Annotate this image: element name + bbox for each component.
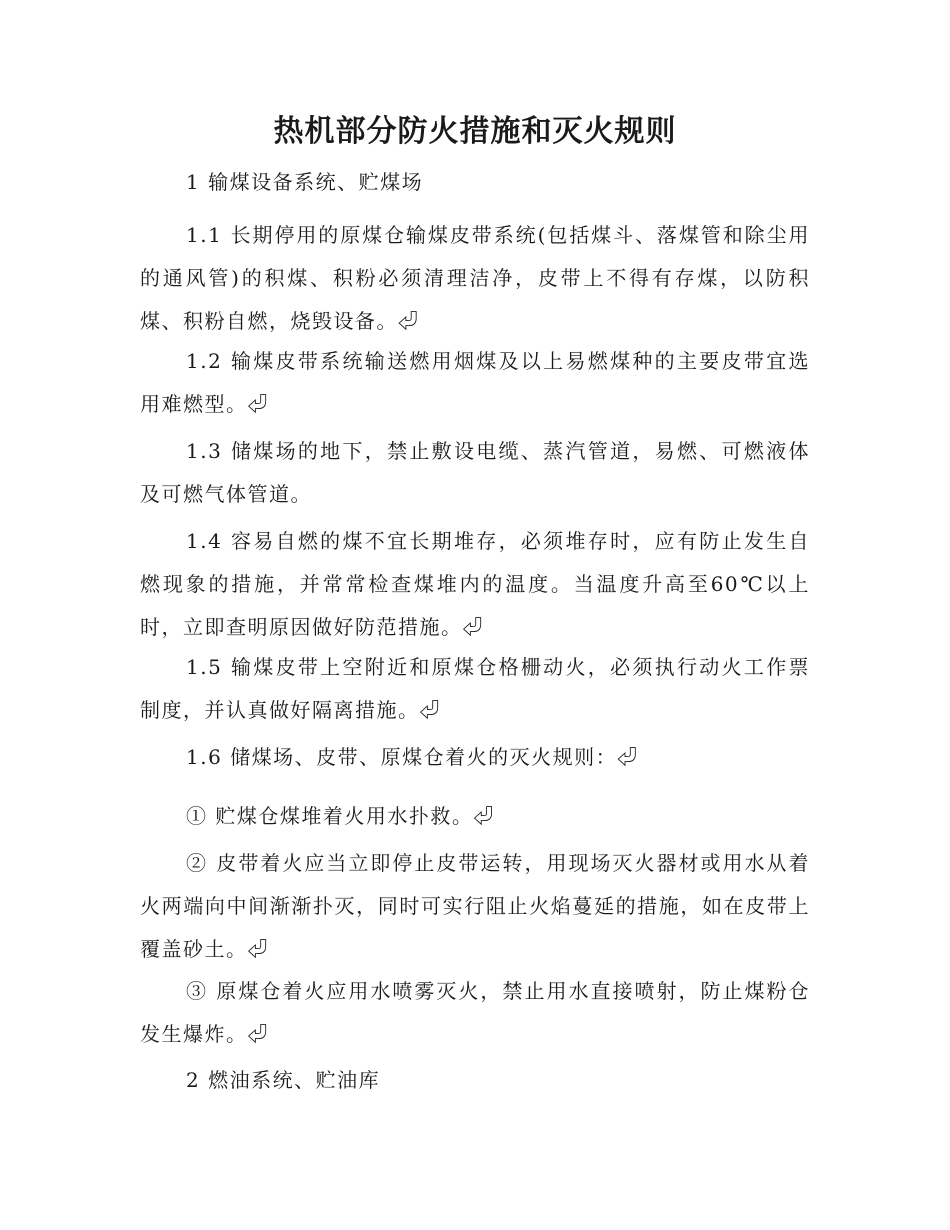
list-item: ③ 原煤仓着火应用水喷雾灭火，禁止用水直接喷射，防止煤粉仓发生爆炸。⏎ (140, 979, 810, 1046)
list-item: ② 皮带着火应当立即停止皮带运转，用现场灭火器材或用水从着火两端向中间渐渐扑灭，同时可实行阻止火焰蔓延的措施，如在皮带上覆盖砂土。⏎ (140, 851, 810, 961)
list-item: ① 贮煤仓煤堆着火用水扑救。⏎ (186, 804, 495, 828)
paragraph: 1.1 长期停用的原煤仓输煤皮带系统(包括煤斗、落煤管和除尘用的通风管)的积煤、积粉必须清理洁净，皮带上不得有存煤，以防积煤、积粉自燃，烧毁设备。⏎ (140, 223, 810, 333)
paragraph: 1.2 输煤皮带系统输送燃用烟煤及以上易燃煤种的主要皮带宜选用难燃型。⏎ (140, 349, 810, 416)
paragraph: 1.3 储煤场的地下，禁止敷设电缆、蒸汽管道，易燃、可燃液体及可燃气体管道。 (140, 439, 810, 506)
section-heading: 2 燃油系统、贮油库 (186, 1068, 381, 1092)
paragraph: 1.5 输煤皮带上空附近和原煤仓格栅动火，必须执行动火工作票制度，并认真做好隔离措施。⏎ (140, 655, 810, 722)
paragraph: 1.6 储煤场、皮带、原煤仓着火的灭火规则：⏎ (186, 745, 639, 769)
document-title: 热机部分防火措施和灭火规则 (273, 114, 677, 149)
paragraph: 1.4 容易自燃的煤不宜长期堆存，必须堆存时，应有防止发生自燃现象的措施，并常常检查煤堆内的温度。当温度升高至60℃以上时，立即查明原因做好防范措施。⏎ (140, 529, 810, 639)
section-heading: 1 输煤设备系统、贮煤场 (186, 170, 424, 194)
